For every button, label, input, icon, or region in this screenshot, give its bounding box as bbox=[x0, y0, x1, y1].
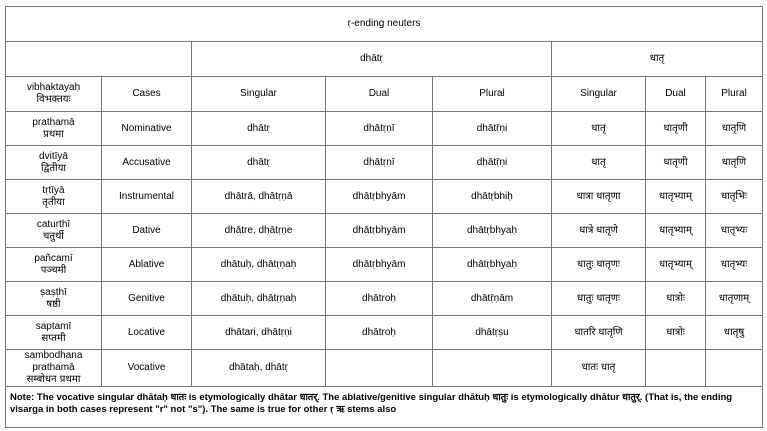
vibhakti-name-cell bbox=[6, 248, 102, 282]
vibhakti-name-deva: पञ्चमी bbox=[40, 264, 67, 276]
vibhakti-name-translit: sambodhana bbox=[24, 350, 83, 361]
vibhakti-name-cell bbox=[6, 112, 102, 146]
table-row-ablative bbox=[6, 248, 763, 282]
deva-singular-cell: धातरि धातृणि bbox=[552, 316, 646, 350]
vibhakti-name-translit: tṛtīyā bbox=[42, 184, 65, 196]
deva-plural-cell: धातृषु bbox=[706, 316, 763, 350]
vibhakti-name-translit: pañcamī bbox=[34, 252, 73, 264]
deva-dual-cell bbox=[646, 350, 706, 387]
group-translit-header: dhātṛ bbox=[192, 42, 552, 77]
vibhakti-name-translit: saptamī bbox=[35, 320, 72, 332]
case-name-cell: Accusative bbox=[102, 146, 192, 180]
table-row-accusative bbox=[6, 146, 763, 180]
deva-dual-cell: धातृभ्याम् bbox=[646, 180, 706, 214]
table-row-instrumental bbox=[6, 180, 763, 214]
deva-plural-cell bbox=[706, 350, 763, 387]
dual-cell bbox=[326, 350, 433, 387]
plural-cell: dhātṛbhyaḥ bbox=[433, 248, 552, 282]
vibhakti-name-deva: सम्बोधन प्रथमा bbox=[26, 374, 81, 385]
deva-plural-cell: धातृभ्यः bbox=[706, 248, 763, 282]
vibhakti-name-cell bbox=[6, 214, 102, 248]
group-devanagari-header: धातृ bbox=[552, 42, 763, 77]
dual-cell: dhātṛbhyām bbox=[326, 248, 433, 282]
singular-cell: dhātari, dhātṛṇi bbox=[192, 316, 326, 350]
vibhakti-name-translit: dvitīyā bbox=[39, 150, 68, 162]
note-row bbox=[6, 387, 763, 428]
table-row-nominative bbox=[6, 112, 763, 146]
vibhakti-name-cell bbox=[6, 316, 102, 350]
dual-cell: dhātṛṇī bbox=[326, 146, 433, 180]
deva-plural-cell: धातृभिः bbox=[706, 180, 763, 214]
vibhakti-name-cell bbox=[6, 282, 102, 316]
deva-dual-cell: धातृणी bbox=[646, 146, 706, 180]
declension-table-container bbox=[5, 6, 762, 428]
singular-cell: dhātuḥ, dhātṛṇaḥ bbox=[192, 282, 326, 316]
deva-plural-cell: धातृणाम् bbox=[706, 282, 763, 316]
plural-cell: dhātṛbhyaḥ bbox=[433, 214, 552, 248]
table-row-locative bbox=[6, 316, 763, 350]
vibhakti-header-translit: vibhaktayaḥ bbox=[26, 82, 81, 93]
deva-singular-cell: धातृ bbox=[552, 146, 646, 180]
table-title: ṛ-ending neuters bbox=[6, 7, 763, 42]
singular-header: Singular bbox=[192, 77, 326, 112]
deva-dual-cell: धात्रोः bbox=[646, 316, 706, 350]
dual-cell: dhātṛṇī bbox=[326, 112, 433, 146]
vibhakti-name-translit-line2: prathamā bbox=[32, 362, 75, 373]
case-name-cell: Dative bbox=[102, 214, 192, 248]
deva-plural-header: Plural bbox=[706, 77, 763, 112]
deva-dual-header: Dual bbox=[646, 77, 706, 112]
deva-dual-cell: धातृभ्याम् bbox=[646, 214, 706, 248]
table-row-vocative bbox=[6, 350, 763, 387]
case-name-cell: Nominative bbox=[102, 112, 192, 146]
deva-dual-cell: धातृणी bbox=[646, 112, 706, 146]
vibhakti-name-translit: prathamā bbox=[32, 116, 75, 128]
vibhakti-name-deva: तृतीया bbox=[42, 196, 65, 208]
deva-dual-cell: धातृभ्याम् bbox=[646, 248, 706, 282]
vibhakti-name-deva: सप्तमी bbox=[41, 332, 66, 344]
deva-singular-cell: धातुः धातृणः bbox=[552, 282, 646, 316]
plural-header: Plural bbox=[433, 77, 552, 112]
deva-dual-cell: धात्रोः bbox=[646, 282, 706, 316]
deva-singular-cell: धातृ bbox=[552, 112, 646, 146]
column-header-row bbox=[6, 77, 763, 112]
vibhakti-name-cell bbox=[6, 180, 102, 214]
deva-singular-cell: धातः धातृ bbox=[552, 350, 646, 387]
dual-cell: dhātṛbhyām bbox=[326, 180, 433, 214]
declension-table bbox=[5, 6, 763, 428]
vibhakti-name-deva: प्रथमा bbox=[43, 128, 64, 140]
singular-cell: dhātṛ bbox=[192, 146, 326, 180]
deva-plural-cell: धातृभ्यः bbox=[706, 214, 763, 248]
singular-cell: dhātṛ bbox=[192, 112, 326, 146]
plural-cell bbox=[433, 350, 552, 387]
dual-cell: dhātroḥ bbox=[326, 282, 433, 316]
singular-cell: dhātre, dhātṛṇe bbox=[192, 214, 326, 248]
title-row bbox=[6, 7, 763, 42]
table-row-genitive bbox=[6, 282, 763, 316]
dual-cell: dhātṛbhyām bbox=[326, 214, 433, 248]
case-name-cell: Instrumental bbox=[102, 180, 192, 214]
vibhakti-name-translit: caturthī bbox=[36, 218, 71, 230]
group-header-row bbox=[6, 42, 763, 77]
case-name-cell: Locative bbox=[102, 316, 192, 350]
vibhakti-name-cell bbox=[6, 350, 102, 387]
deva-singular-cell: धातुः धातृणः bbox=[552, 248, 646, 282]
group-blank-cell bbox=[6, 42, 192, 77]
plural-cell: dhātṛbhiḥ bbox=[433, 180, 552, 214]
vibhakti-name-translit: ṣaṣṭhī bbox=[40, 286, 67, 298]
deva-plural-cell: धातृणि bbox=[706, 146, 763, 180]
singular-cell: dhātuḥ, dhātṛṇaḥ bbox=[192, 248, 326, 282]
singular-cell: dhātaḥ, dhātṛ bbox=[192, 350, 326, 387]
plural-cell: dhātṝṇām bbox=[433, 282, 552, 316]
deva-singular-cell: धात्रे धातृणे bbox=[552, 214, 646, 248]
footnote: Note: The vocative singular dhātaḥ धातः is etymologically dhātar धातर्. The ablative/genitive singular dhātuḥ धातुः is etymologically dhātur धातुर्. (That is, the ending visarga in both cases represent "r" not "s"). The same is true for other ṛ ऋ stems also bbox=[6, 387, 763, 428]
deva-singular-header: Singular bbox=[552, 77, 646, 112]
dual-header: Dual bbox=[326, 77, 433, 112]
vibhakti-header bbox=[6, 77, 102, 112]
singular-cell: dhātrā, dhātṛṇā bbox=[192, 180, 326, 214]
case-name-cell: Vocative bbox=[102, 350, 192, 387]
vibhakti-name-deva: षष्ठी bbox=[46, 298, 61, 310]
plural-cell: dhātṝṇi bbox=[433, 112, 552, 146]
deva-plural-cell: धातृणि bbox=[706, 112, 763, 146]
dual-cell: dhātroḥ bbox=[326, 316, 433, 350]
vibhakti-name-deva: चतुर्थी bbox=[42, 230, 65, 242]
plural-cell: dhātṛṣu bbox=[433, 316, 552, 350]
case-name-cell: Ablative bbox=[102, 248, 192, 282]
vibhakti-name-deva: द्वितीया bbox=[40, 162, 67, 174]
vibhakti-header-deva: विभक्तयः bbox=[36, 94, 71, 105]
case-name-cell: Genitive bbox=[102, 282, 192, 316]
cases-header: Cases bbox=[102, 77, 192, 112]
table-row-dative bbox=[6, 214, 763, 248]
plural-cell: dhātṝṇi bbox=[433, 146, 552, 180]
deva-singular-cell: धात्रा धातृणा bbox=[552, 180, 646, 214]
vibhakti-name-cell bbox=[6, 146, 102, 180]
